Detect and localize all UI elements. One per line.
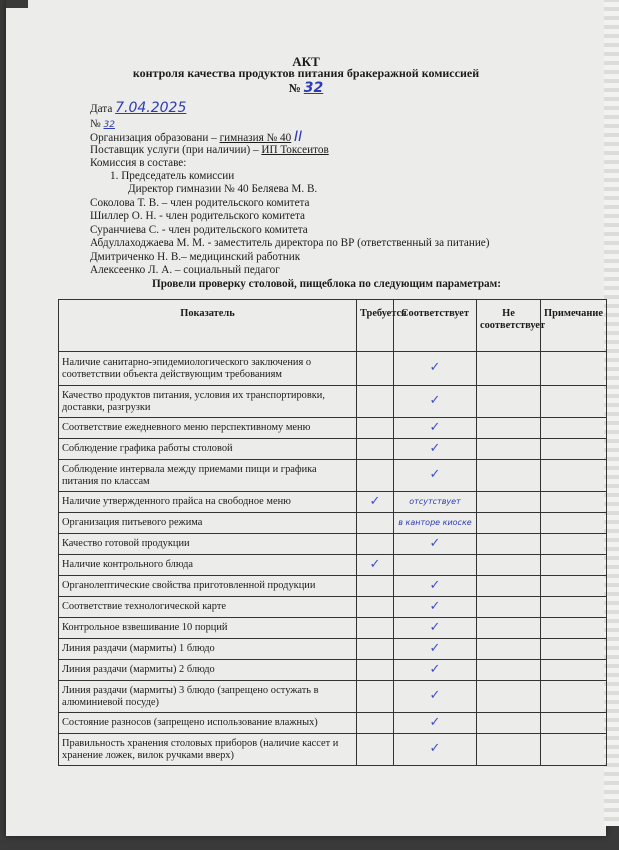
table-row — [59, 734, 607, 766]
noncompliant-cell — [477, 681, 541, 713]
required-cell — [357, 352, 394, 386]
indicator-cell: Линия раздачи (мармиты) 2 блюдо — [59, 660, 357, 681]
required-cell — [357, 492, 394, 513]
compliant-cell — [394, 734, 477, 766]
handwritten-note: в канторе киоске — [398, 518, 472, 527]
noncompliant-cell — [477, 513, 541, 534]
required-cell — [357, 534, 394, 555]
column-header: Не соответствует — [477, 300, 541, 352]
noncompliant-cell — [477, 534, 541, 555]
commission-chair: Директор гимназии № 40 Беляева М. В. — [128, 183, 318, 195]
table-row — [59, 534, 607, 555]
commission-member: Соколова Т. В. – член родительского комитета — [90, 197, 310, 209]
required-cell — [357, 639, 394, 660]
table-row — [59, 492, 607, 513]
note-cell — [541, 681, 607, 713]
table-row — [59, 386, 607, 418]
indicator-cell: Состояние разносов (запрещено использование влажных) — [59, 713, 357, 734]
indicator-cell: Соответствие технологической карте — [59, 597, 357, 618]
required-cell — [357, 439, 394, 460]
noncompliant-cell — [477, 386, 541, 418]
required-cell — [357, 660, 394, 681]
required-cell — [357, 460, 394, 492]
note-cell — [541, 597, 607, 618]
table-row — [59, 439, 607, 460]
indicator-cell: Контрольное взвешивание 10 порций — [59, 618, 357, 639]
required-cell — [357, 618, 394, 639]
commission-member: Алексеенко Л. А. – социальный педагог — [90, 264, 280, 276]
table-row — [59, 418, 607, 439]
checkmark-icon: ✓ — [369, 493, 381, 509]
note-cell — [541, 492, 607, 513]
noncompliant-cell — [477, 576, 541, 597]
noncompliant-cell — [477, 713, 541, 734]
compliant-cell — [394, 681, 477, 713]
indicator-cell: Соблюдение графика работы столовой — [59, 439, 357, 460]
note-cell — [541, 734, 607, 766]
supplier-line: Поставщик услуги (при наличии) – ИП Токсеитов — [90, 144, 329, 156]
note-cell — [541, 555, 607, 576]
noncompliant-cell — [477, 660, 541, 681]
compliant-cell — [394, 618, 477, 639]
note-cell — [541, 386, 607, 418]
checkmark-icon: ✓ — [429, 714, 441, 730]
indicator-cell: Линия раздачи (мармиты) 1 блюдо — [59, 639, 357, 660]
checkmark-icon: ✓ — [429, 467, 441, 482]
indicator-cell: Качество продуктов питания, условия их транспортировки, доставки, разгрузки — [59, 386, 357, 418]
compliant-cell — [394, 513, 477, 534]
note-cell — [541, 618, 607, 639]
indicator-cell: Линия раздачи (мармиты) 3 блюдо (запрещено остужать в алюминиевой посуде) — [59, 681, 357, 713]
required-cell — [357, 576, 394, 597]
note-cell — [541, 576, 607, 597]
required-cell — [357, 734, 394, 766]
table-row — [59, 460, 607, 492]
noncompliant-cell — [477, 492, 541, 513]
checkmark-icon: ✓ — [429, 661, 441, 677]
note-cell — [541, 660, 607, 681]
compliant-cell — [394, 352, 477, 386]
commission-member: Абдуллаходжаева М. М. - заместитель директора по ВР (ответственный за питание) — [90, 237, 490, 249]
column-header: Соответствует — [394, 300, 477, 352]
checkmark-icon: ✓ — [429, 393, 441, 408]
indicator-cell: Качество готовой продукции — [59, 534, 357, 555]
noncompliant-cell — [477, 460, 541, 492]
noncompliant-cell — [477, 618, 541, 639]
noncompliant-cell — [477, 597, 541, 618]
noncompliant-cell — [477, 555, 541, 576]
checkmark-icon: ✓ — [429, 640, 441, 656]
checkmark-icon: ✓ — [429, 440, 441, 456]
table-body — [59, 352, 607, 766]
table-row — [59, 513, 607, 534]
document-page — [6, 0, 606, 836]
required-cell — [357, 713, 394, 734]
checkmark-icon: ✓ — [429, 360, 441, 375]
commission-member: Шиллер О. Н. - член родительского комитета — [90, 210, 305, 222]
table-header-row — [59, 300, 607, 352]
checkmark-icon: ✓ — [429, 577, 441, 593]
commission-chair-title: 1. Председатель комиссии — [110, 170, 235, 182]
indicator-cell: Наличие санитарно-эпидемиологического заключения о соответствии объекта действующим требованиям — [59, 352, 357, 386]
compliant-cell — [394, 460, 477, 492]
doc-title: АКТ — [292, 54, 320, 69]
checkmark-icon: ✓ — [429, 535, 441, 551]
doc-subtitle: контроля качества продуктов питания бракеражной комиссией — [132, 66, 480, 80]
commission-member: Суранчиева С. - член родительского комитета — [90, 224, 308, 236]
compliant-cell — [394, 534, 477, 555]
table-row — [59, 576, 607, 597]
required-cell — [357, 418, 394, 439]
table-row — [59, 352, 607, 386]
noncompliant-cell — [477, 352, 541, 386]
required-cell — [357, 386, 394, 418]
indicator-cell: Наличие утвержденного прайса на свободное меню — [59, 492, 357, 513]
table-row — [59, 618, 607, 639]
note-cell — [541, 418, 607, 439]
doc-number: № 32 — [288, 80, 324, 96]
checkmark-icon: ✓ — [429, 419, 441, 435]
commission-member: Дмитриченко Н. В.– медицинский работник — [90, 251, 301, 263]
checkmark-icon: ✓ — [429, 598, 441, 614]
column-header: Показатель — [59, 300, 357, 352]
indicator-cell: Наличие контрольного блюда — [59, 555, 357, 576]
organization-line: Организация образовани – гимназия № 40 II — [90, 129, 303, 145]
required-cell — [357, 681, 394, 713]
inspection-table — [58, 299, 607, 766]
compliant-cell — [394, 660, 477, 681]
note-cell — [541, 534, 607, 555]
noncompliant-cell — [477, 639, 541, 660]
compliant-cell — [394, 713, 477, 734]
required-cell — [357, 513, 394, 534]
table-row — [59, 660, 607, 681]
noncompliant-cell — [477, 439, 541, 460]
compliant-cell — [394, 418, 477, 439]
required-cell — [357, 555, 394, 576]
compliant-cell — [394, 555, 477, 576]
note-cell — [541, 352, 607, 386]
checkmark-icon: ✓ — [429, 688, 441, 703]
note-cell — [541, 639, 607, 660]
compliant-cell — [394, 386, 477, 418]
indicator-cell: Организация питьевого режима — [59, 513, 357, 534]
table-row — [59, 555, 607, 576]
noncompliant-cell — [477, 734, 541, 766]
indicator-cell: Соответствие ежедневного меню перспективному меню — [59, 418, 357, 439]
column-header: Примечание — [541, 300, 607, 352]
note-cell — [541, 460, 607, 492]
table-row — [59, 597, 607, 618]
handwritten-note: отсутствует — [409, 497, 461, 506]
checkmark-icon: ✓ — [429, 741, 441, 756]
note-cell — [541, 713, 607, 734]
table-row — [59, 713, 607, 734]
table-row — [59, 639, 607, 660]
indicator-cell: Органолептические свойства приготовленной продукции — [59, 576, 357, 597]
indicator-cell: Соблюдение интервала между приемами пищи и графика питания по классам — [59, 460, 357, 492]
commission-heading: Комиссия в составе: — [90, 157, 187, 169]
compliant-cell — [394, 639, 477, 660]
check-heading: Провели проверку столовой, пищеблока по следующим параметрам: — [152, 278, 502, 290]
column-header: Требуется — [357, 300, 394, 352]
note-cell — [541, 439, 607, 460]
note-cell — [541, 513, 607, 534]
compliant-cell — [394, 439, 477, 460]
noncompliant-cell — [477, 418, 541, 439]
required-cell — [357, 597, 394, 618]
checkmark-icon: ✓ — [429, 619, 441, 635]
compliant-cell — [394, 597, 477, 618]
checkmark-icon: ✓ — [369, 556, 381, 572]
compliant-cell — [394, 492, 477, 513]
compliant-cell — [394, 576, 477, 597]
number-line: № 32 — [90, 118, 115, 130]
table-row — [59, 681, 607, 713]
date-line: Дата 7.04.2025 — [90, 100, 187, 116]
indicator-cell: Правильность хранения столовых приборов (наличие кассет и хранение ложек, вилок ручками вверх) — [59, 734, 357, 766]
